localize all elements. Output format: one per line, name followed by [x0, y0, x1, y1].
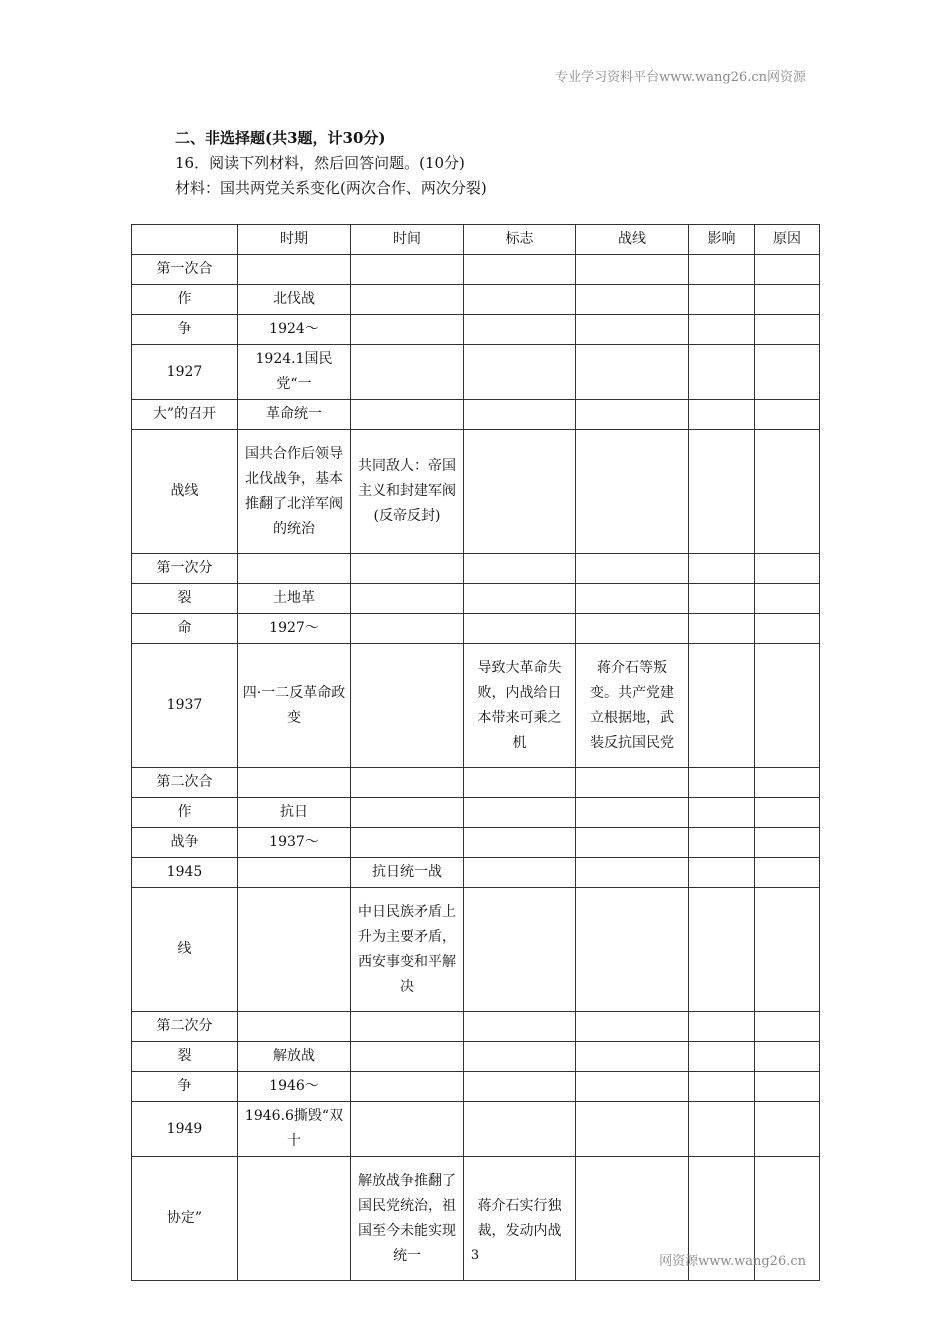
table-row: [132, 768, 820, 798]
cell-era: [238, 858, 351, 888]
cell-era: [238, 255, 351, 285]
cell-period-label: 命: [132, 614, 238, 644]
cell-impact: [689, 768, 755, 798]
cell-impact: [689, 828, 755, 858]
cell-period-label: 大”的召开: [132, 400, 238, 430]
cell-front: [576, 888, 689, 1012]
cell-front: [576, 798, 689, 828]
cell-era: 1924.1国民党“一: [238, 345, 351, 400]
cell-time: [351, 285, 464, 315]
table-row: [132, 554, 820, 584]
table-row: [132, 614, 820, 644]
header-cell-time: 时间: [351, 225, 464, 255]
cell-front: [576, 400, 689, 430]
cell-marker: [464, 888, 576, 1012]
header-cell-period-label: [132, 225, 238, 255]
cell-time: [351, 768, 464, 798]
cell-front: 蒋介石等叛变。共产党建立根据地，武装反抗国民党: [576, 644, 689, 768]
cell-era: 土地革: [238, 584, 351, 614]
cell-reason: [755, 1042, 820, 1072]
cell-reason: [755, 255, 820, 285]
cell-marker: [464, 584, 576, 614]
cell-marker: [464, 1102, 576, 1157]
cell-front: [576, 554, 689, 584]
cell-marker: [464, 1042, 576, 1072]
cell-front: [576, 1102, 689, 1157]
material-text: 材料：国共两党关系变化(两次合作、两次分裂): [175, 179, 487, 197]
cell-marker: [464, 285, 576, 315]
cell-period-label: 作: [132, 285, 238, 315]
cell-reason: [755, 584, 820, 614]
cell-reason: [755, 430, 820, 554]
cell-reason: [755, 644, 820, 768]
cell-front: [576, 315, 689, 345]
header-watermark: 专业学习资料平台www.wang26.cn网资源: [555, 70, 806, 85]
cell-impact: [689, 400, 755, 430]
question-text: 16．阅读下列材料，然后回答问题。(10分): [175, 154, 465, 172]
table-row: [132, 858, 820, 888]
cell-impact: [689, 345, 755, 400]
cell-marker: [464, 858, 576, 888]
cell-impact: [689, 888, 755, 1012]
table-row: [132, 888, 820, 1012]
table-row: [132, 798, 820, 828]
cell-period-label: 争: [132, 315, 238, 345]
cell-period-label: 线: [132, 888, 238, 1012]
cell-front: [576, 1012, 689, 1042]
cell-time: 共同敌人：帝国主义和封建军阀(反帝反封): [351, 430, 464, 554]
cell-marker: [464, 614, 576, 644]
cell-reason: [755, 1072, 820, 1102]
cell-front: [576, 858, 689, 888]
cell-front: [576, 255, 689, 285]
cell-marker: [464, 255, 576, 285]
cell-marker: [464, 1012, 576, 1042]
cell-marker: [464, 1072, 576, 1102]
cell-impact: [689, 614, 755, 644]
cell-front: [576, 614, 689, 644]
table-row: [132, 285, 820, 315]
cell-impact: [689, 315, 755, 345]
cell-time: [351, 1072, 464, 1102]
header-cell-marker: 标志: [464, 225, 576, 255]
cell-time: [351, 554, 464, 584]
table-row: [132, 1102, 820, 1157]
table-row: [132, 644, 820, 768]
cell-era: 革命统一: [238, 400, 351, 430]
footer-watermark: 网资源www.wang26.cn: [659, 1254, 806, 1269]
cell-time: [351, 1102, 464, 1157]
cell-impact: [689, 1072, 755, 1102]
cell-era: 四·一二反革命政变: [238, 644, 351, 768]
cell-time: [351, 1042, 464, 1072]
cell-impact: [689, 285, 755, 315]
cell-era: [238, 554, 351, 584]
cell-reason: [755, 1102, 820, 1157]
cell-time: [351, 614, 464, 644]
cell-front: [576, 285, 689, 315]
cell-era: [238, 888, 351, 1012]
cell-period-label: 争: [132, 1072, 238, 1102]
cell-period-label: 协定”: [132, 1157, 238, 1281]
cell-era: 1937～: [238, 828, 351, 858]
cell-period-label: 1927: [132, 345, 238, 400]
cell-marker: [464, 345, 576, 400]
page-number: 3: [470, 1248, 480, 1263]
table-row: [132, 1012, 820, 1042]
cell-marker: 蒋介石实行独裁，发动内战: [464, 1157, 576, 1281]
header-cell-reason: 原因: [755, 225, 820, 255]
table-header-row: [132, 225, 820, 255]
cell-impact: [689, 1012, 755, 1042]
cell-marker: [464, 430, 576, 554]
cell-time: 抗日统一战: [351, 858, 464, 888]
cell-front: [576, 1072, 689, 1102]
cell-time: [351, 255, 464, 285]
cell-reason: [755, 345, 820, 400]
cell-time: 中日民族矛盾上升为主要矛盾，西安事变和平解决: [351, 888, 464, 1012]
header-cell-front: 战线: [576, 225, 689, 255]
cell-front: [576, 768, 689, 798]
cell-period-label: 1937: [132, 644, 238, 768]
table-row: [132, 315, 820, 345]
cell-period-label: 第一次分: [132, 554, 238, 584]
relations-table: [131, 224, 820, 1281]
cell-impact: [689, 644, 755, 768]
cell-impact: [689, 798, 755, 828]
cell-marker: [464, 315, 576, 345]
cell-time: [351, 798, 464, 828]
cell-reason: [755, 768, 820, 798]
cell-era: 北伐战: [238, 285, 351, 315]
table-row: [132, 255, 820, 285]
cell-time: [351, 400, 464, 430]
cell-front: [576, 584, 689, 614]
cell-impact: [689, 858, 755, 888]
cell-time: [351, 584, 464, 614]
cell-reason: [755, 858, 820, 888]
cell-period-label: 1949: [132, 1102, 238, 1157]
cell-time: [351, 644, 464, 768]
table-row: [132, 1042, 820, 1072]
table-row: [132, 430, 820, 554]
section-heading: 二、非选择题(共3题，计30分): [175, 129, 386, 147]
table-row: [132, 828, 820, 858]
table-row: [132, 584, 820, 614]
cell-era: [238, 768, 351, 798]
cell-period-label: 裂: [132, 1042, 238, 1072]
header-cell-impact: 影响: [689, 225, 755, 255]
cell-marker: [464, 828, 576, 858]
table-row: [132, 345, 820, 400]
table-row: [132, 1072, 820, 1102]
cell-period-label: 1945: [132, 858, 238, 888]
cell-time: [351, 828, 464, 858]
cell-reason: [755, 798, 820, 828]
cell-time: [351, 315, 464, 345]
table-row: [132, 400, 820, 430]
cell-era: 1927～: [238, 614, 351, 644]
cell-reason: [755, 828, 820, 858]
cell-era: 1924～: [238, 315, 351, 345]
cell-front: [576, 430, 689, 554]
cell-time: [351, 1012, 464, 1042]
cell-era: 1946.6撕毁“双十: [238, 1102, 351, 1157]
cell-period-label: 战争: [132, 828, 238, 858]
cell-period-label: 第二次分: [132, 1012, 238, 1042]
cell-front: [576, 828, 689, 858]
cell-reason: [755, 400, 820, 430]
cell-time: 解放战争推翻了国民党统治，祖国至今未能实现统一: [351, 1157, 464, 1281]
cell-impact: [689, 554, 755, 584]
cell-era: 1946～: [238, 1072, 351, 1102]
cell-marker: [464, 768, 576, 798]
cell-period-label: 第二次合: [132, 768, 238, 798]
cell-marker: [464, 554, 576, 584]
cell-impact: [689, 584, 755, 614]
cell-era: 国共合作后领导北伐战争，基本推翻了北洋军阀的统治: [238, 430, 351, 554]
cell-reason: [755, 285, 820, 315]
cell-marker: 导致大革命失败，内战给日本带来可乘之机: [464, 644, 576, 768]
cell-period-label: 战线: [132, 430, 238, 554]
cell-front: [576, 1042, 689, 1072]
cell-era: 抗日: [238, 798, 351, 828]
cell-impact: [689, 255, 755, 285]
cell-reason: [755, 315, 820, 345]
cell-time: [351, 345, 464, 400]
cell-era: 解放战: [238, 1042, 351, 1072]
cell-impact: [689, 1042, 755, 1072]
cell-reason: [755, 614, 820, 644]
cell-impact: [689, 430, 755, 554]
cell-era: [238, 1012, 351, 1042]
cell-period-label: 作: [132, 798, 238, 828]
cell-marker: [464, 400, 576, 430]
cell-marker: [464, 798, 576, 828]
cell-period-label: 第一次合: [132, 255, 238, 285]
cell-reason: [755, 888, 820, 1012]
header-cell-era: 时期: [238, 225, 351, 255]
cell-reason: [755, 1012, 820, 1042]
cell-impact: [689, 1102, 755, 1157]
cell-front: [576, 345, 689, 400]
cell-period-label: 裂: [132, 584, 238, 614]
cell-reason: [755, 554, 820, 584]
